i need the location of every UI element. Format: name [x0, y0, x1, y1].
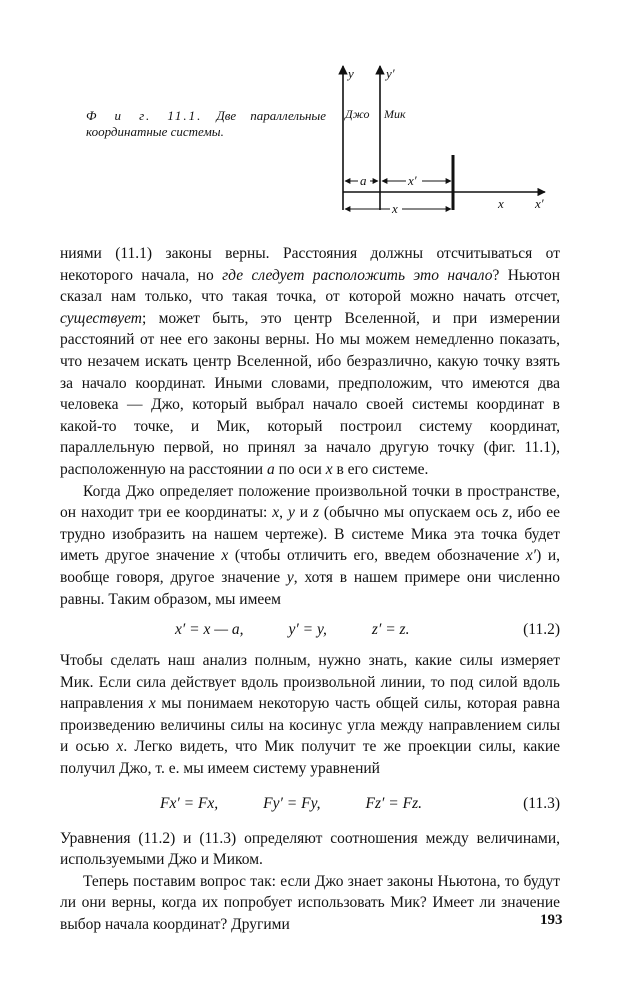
- caption-text-line1: Две параллельные: [216, 108, 327, 123]
- caption-text-line2: координатные системы.: [86, 124, 224, 139]
- eq3-part-c: Fz′ = Fz.: [365, 794, 422, 812]
- eq3-number: (11.3): [523, 794, 560, 812]
- eq2-number: (11.2): [523, 621, 560, 639]
- eq3-part-b: Fy′ = Fy,: [263, 794, 321, 812]
- label-mick: Мик: [384, 107, 406, 121]
- paragraph-5: Теперь поставим вопрос так: если Джо знает законы Ньютона, то будут ли они верны, когда их попробует использовать Мик? Имеет ли значение выбор начала координат? Другими: [60, 872, 560, 934]
- figure-caption: [86, 108, 326, 140]
- paragraph-2: Когда Джо определяет положение произвольной точки в пространстве, он находит три ее координаты: x, y и z (обычно мы опускаем ось z, ибо ее трудно изобразить на нашем чертеже). В системе Мика эта точка будет иметь другое значение x (чтобы отличить его, введем обозначение x′) и, вообще говоря, другое значение y, хотя в нашем примере они численно равны. Таким образом, мы имеем: [60, 482, 561, 608]
- eq2-part-a: x′ = x — a,: [175, 621, 244, 639]
- equation-11-3: [60, 780, 560, 828]
- eq2-part-c: z′ = z.: [371, 621, 410, 639]
- label-x-prime-distance: x′: [408, 173, 417, 188]
- page-number: 193: [540, 912, 563, 928]
- eq3-part-a: Fx′ = Fx,: [160, 794, 219, 812]
- coordinate-systems-figure: [330, 60, 560, 220]
- paragraph-3: Чтобы сделать наш анализ полным, нужно знать, какие силы измеряет Мик. Если сила действует вдоль произвольной линии, то под силой вдоль направления x мы понимаем некоторую часть общей силы, которая равна произведению величины силы на косинус угла между направлением силы и осью x. Легко видеть, что Мик получит те же проекции силы, какие получил Джо, т. е. мы имеем систему уравнений: [60, 652, 561, 778]
- paragraph-4: Уравнения (11.2) и (11.3) определяют соотношения между величинами, используемыми Джо и Миком.: [60, 829, 560, 869]
- paragraph-1: ниями (11.1) законы верны. Расстояния должны отсчитываться от некоторого начала, но где следует расположить это начало? Ньютон сказал нам только, что такая точка, от которой можно начать отсчет, существует; может быть, это центр Вселенной, и при измерении расстояний от нее его законы верны. Но мы можем немедленно показать, что незачем искать центр Вселенной, ибо безразлично, какую точку взять за начало координат. Иными словами, предположим, что имеются два человека — Джо, который выбрал начало своей системы координат в какой-то точке, и Мик, который построил систему координат, параллельную первой, но принял за начало другую точку (фиг. 11.1), расположенную на расстоянии a по оси x в его системе.: [60, 245, 561, 478]
- main-text: [60, 243, 560, 936]
- label-y-prime: y′: [386, 66, 395, 81]
- label-x-prime-axis: x′: [535, 196, 544, 211]
- equation-11-2: [60, 610, 560, 650]
- eq2-part-b: y′ = y,: [288, 621, 327, 639]
- label-y: y: [348, 66, 354, 81]
- label-joe: Джо: [345, 107, 370, 121]
- label-x-axis: x: [498, 196, 504, 211]
- label-a: a: [360, 173, 367, 188]
- label-x-distance: x: [392, 201, 398, 216]
- caption-label: Ф и г. 11.1.: [86, 108, 203, 123]
